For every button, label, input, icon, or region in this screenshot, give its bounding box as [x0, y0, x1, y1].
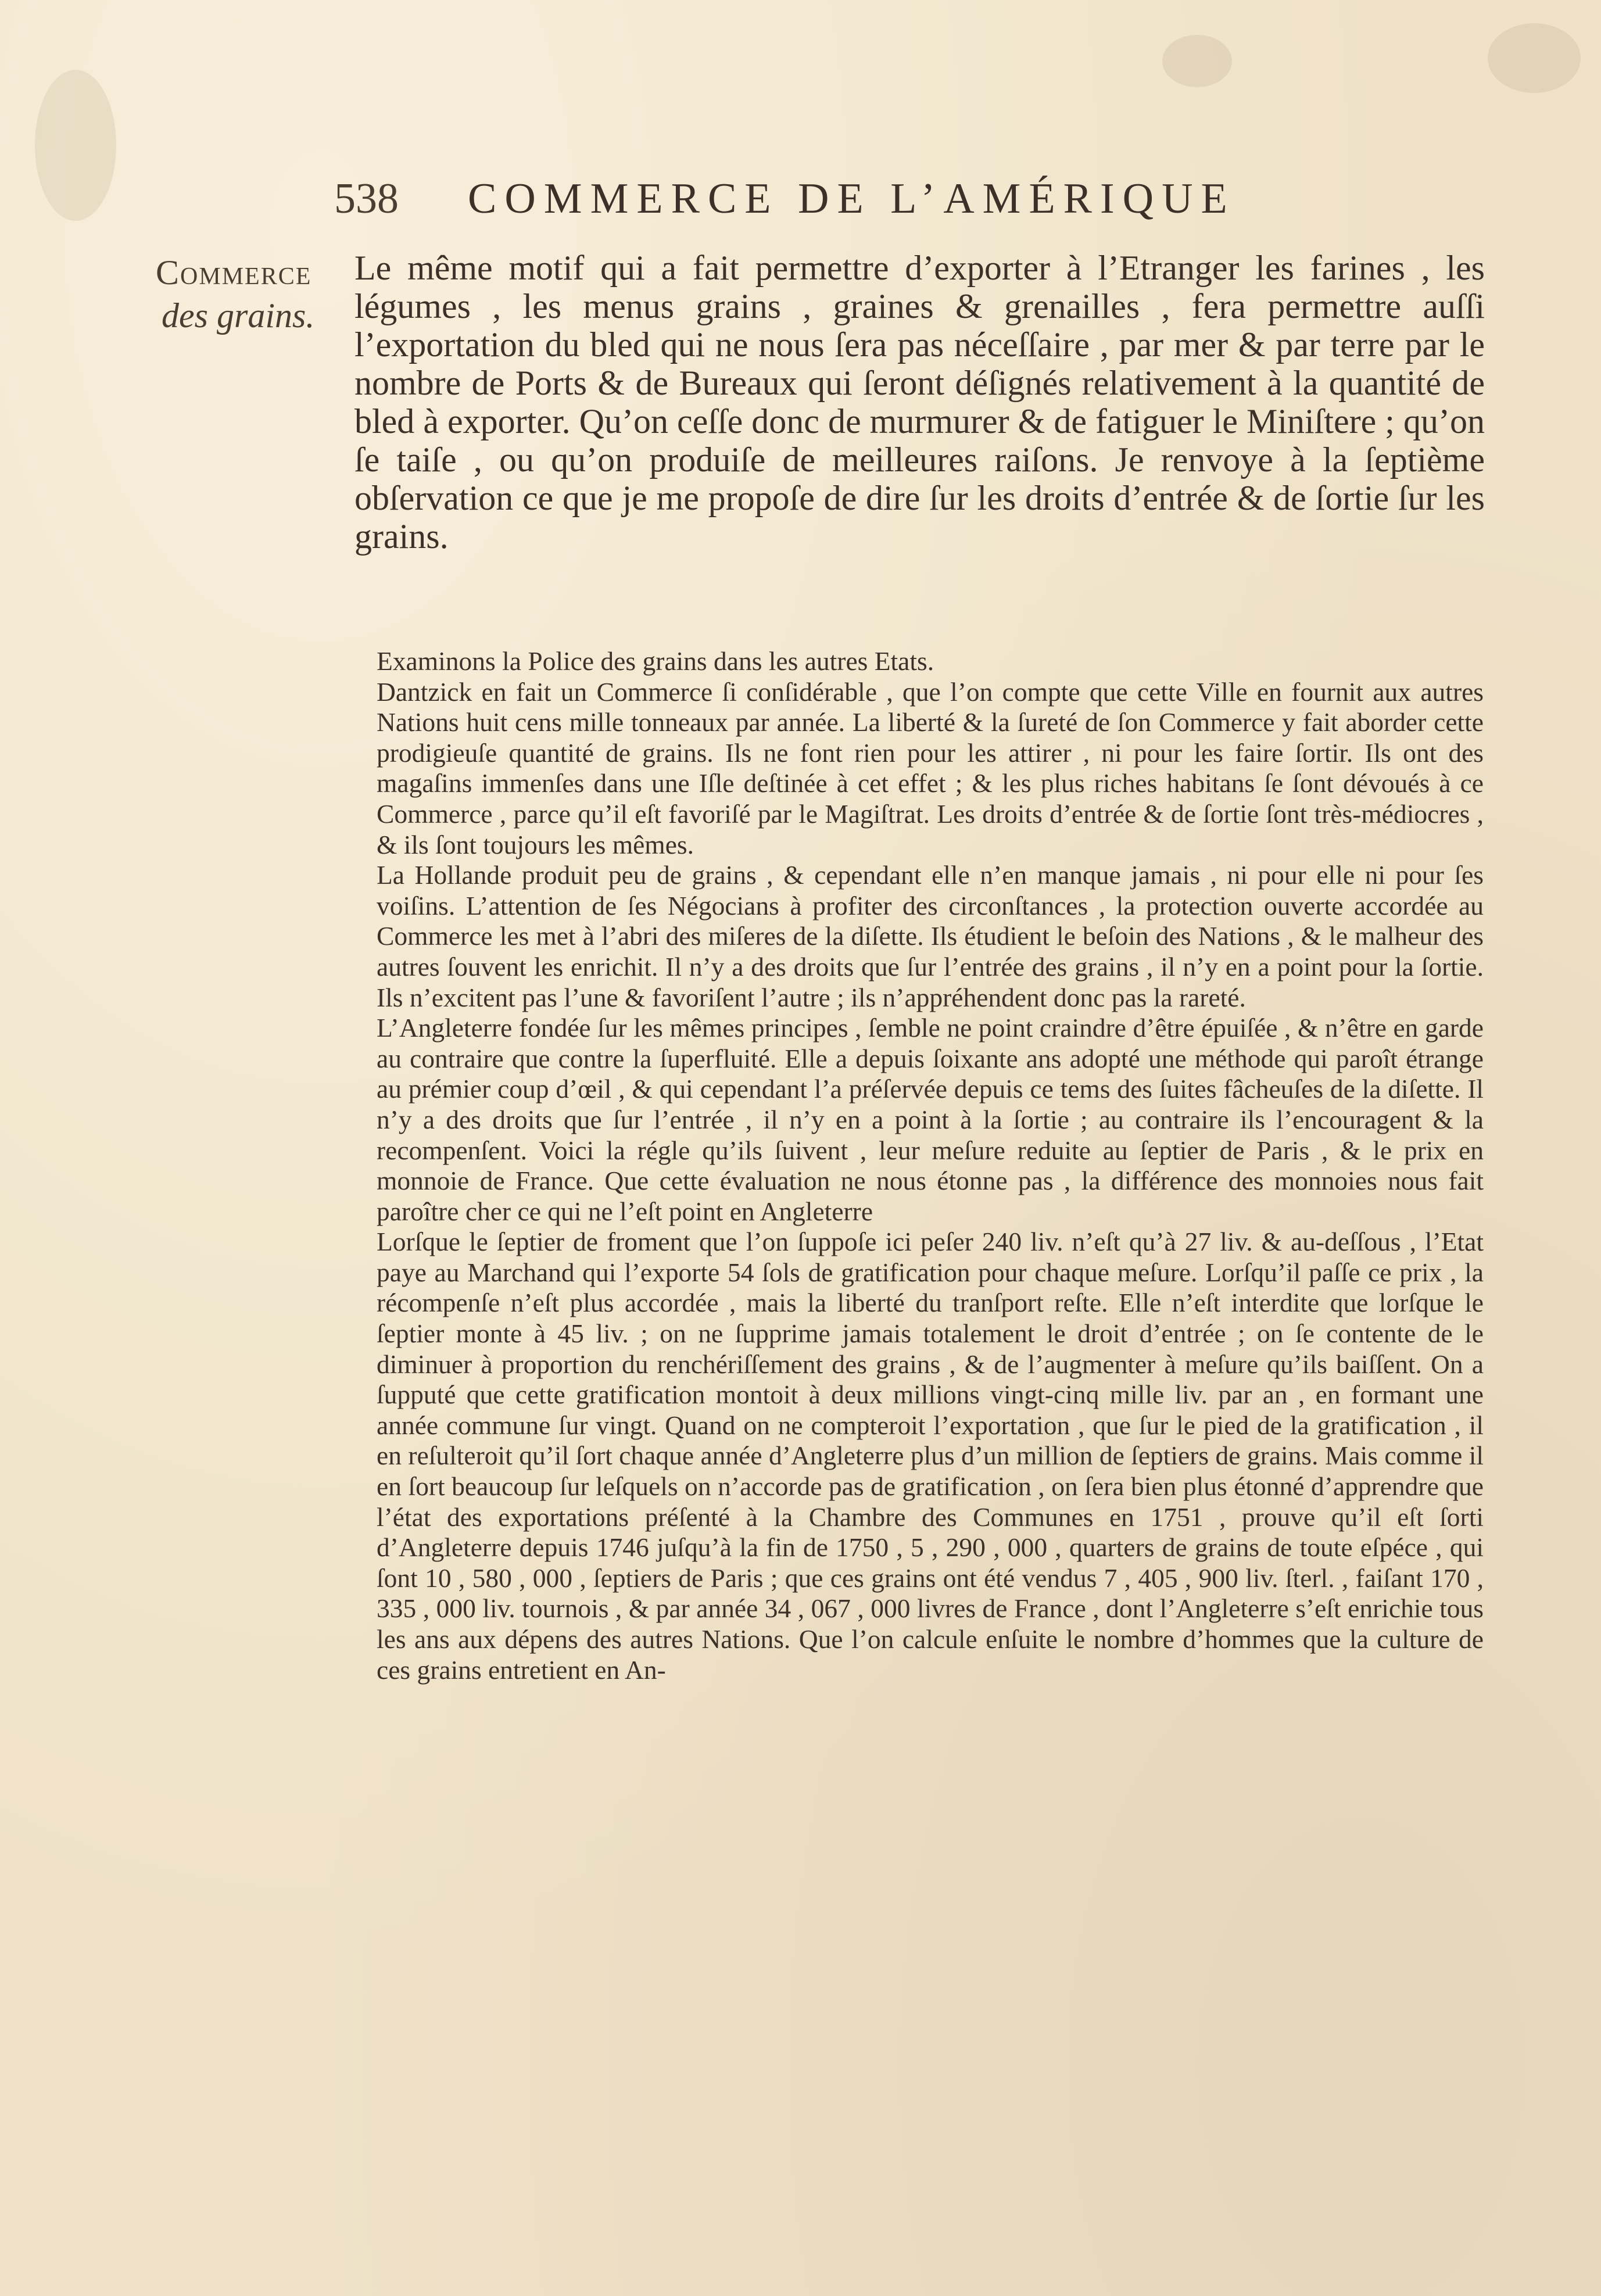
paper-stain [35, 70, 116, 221]
paper-stain [1162, 35, 1232, 87]
paragraph-dantzick: Dantzick en fait un Commerce ſi conſidérable , que l’on compte que cette Ville en fournit aux autres Nations huit cens mille tonneaux par année. La liberté & la ſureté de ſon Commerce y fait aborder cette prodigieuſe quantité de grains. Ils ne font rien pour les attirer , ni pour les faire ſortir. Ils ont des magaſins immenſes dans une Iſle deſtinée à cet effet ; & les plus riches habitans ſe ſont dévoués à ce Commerce , parce qu’il eſt favoriſé par le Magiſtrat. Les droits d’entrée & de ſortie ſont très-médiocres , & ils ſont toujours les mêmes. [377, 676, 1484, 859]
paragraph-hollande: La Hollande produit peu de grains , & cependant elle n’en manque jamais , ni pour elle ni pour ſes voiſins. L’attention de ſes Négocians à profiter des circonſtances , la protection ouverte accordée au Commerce les met à l’abri des miſeres de la diſette. Ils étudient le beſoin des Nations , & le malheur des autres ſouvent les enrichit. Il n’y a des droits que ſur l’entrée des grains , il n’y en a point pour la ſortie. Ils n’excitent pas l’une & favoriſent l’autre ; ils n’appréhendent donc pas la rareté. [377, 860, 1484, 1012]
main-paragraph: Le même motif qui a fait permettre d’exporter à l’Etranger les farines , les légumes , les menus grains , graines & grenailles , fera permettre auſſi l’exportation du bled qui ne nous ſera pas néceſſaire , par mer & par terre par le nombre de Ports & de Bureaux qui ſeront déſignés relativement à la quantité de bled à exporter. Qu’on ceſſe donc de murmurer & de fatiguer le Miniſtere ; qu’on ſe taiſe , ou qu’on produiſe de meilleures raiſons. Je renvoye à la ſeptième obſervation ce que je me propoſe de dire ſur les droits d’entrée & de ſortie ſur les grains. [354, 249, 1485, 556]
section-intro: Examinons la Police des grains dans les autres Etats. [377, 646, 934, 676]
grain-police-section [377, 646, 1484, 1685]
paragraph-angleterre: L’Angleterre fondée ſur les mêmes principes , ſemble ne point craindre d’être épuiſée , & n’être en garde au contraire que contre la ſuperfluité. Elle a depuis ſoixante ans adopté une méthode qui paroît étrange au prémier coup d’œil , & qui cependant l’a préſervée depuis ce tems des ſuites fâcheuſes de la diſette. Il n’y a des droits que ſur l’entrée , il n’y en a point à la ſortie ; au contraire ils l’encouragent & la recompenſent. Voici la régle qu’ils ſuivent , leur meſure reduite au ſeptier de Paris , & le prix en monnoie de France. Que cette évaluation ne nous étonne pas , la différence des monnoies nous fait paroître cher ce qui ne l’eſt point en Angleterre [377, 1013, 1484, 1226]
margin-note [156, 251, 330, 337]
running-title: COMMERCE DE L’AMÉRIQUE [468, 175, 1235, 223]
margin-note-line1: Commerce [156, 253, 312, 292]
margin-note-line2: des grains. [162, 296, 315, 335]
paper-stain [1488, 23, 1581, 93]
page-number: 538 [334, 175, 399, 223]
paragraph-septier: Lorſque le ſeptier de froment que l’on ſuppoſe ici peſer 240 liv. n’eſt qu’à 27 liv. & au-deſſous , l’Etat paye au Marchand qui l’exporte 54 ſols de gratification pour chaque meſure. Lorſqu’il paſſe ce prix , la récompenſe n’eſt plus accordée , mais la liberté du tranſport reſte. Elle n’eſt interdite que lorſque le ſeptier monte à 45 liv. ; on ne ſupprime jamais totalement le droit d’entrée ; on ſe contente de le diminuer à proportion du renchériſſement des grains , & de l’augmenter à meſure qu’ils baiſſent. On a ſupputé que cette gratification montoit à deux millions vingt-cinq mille liv. par an , en formant une année commune ſur vingt. Quand on ne compteroit l’exportation , que ſur le pied de la gratification , il en reſulteroit qu’il ſort chaque année d’Angleterre plus d’un million de ſeptiers de grains. Mais comme il en ſort beaucoup ſur leſquels on n’accorde pas de gratification , on ſera bien plus étonné d’apprendre que l’état des exportations préſenté à la Chambre des Communes en 1751 , prouve qu’il eſt ſorti d’Angleterre depuis 1746 juſqu’à la fin de 1750 , 5 , 290 , 000 , quarters de grains de toute eſpéce , qui ſont 10 , 580 , 000 , ſeptiers de Paris ; que ces grains ont été vendus 7 , 405 , 900 liv. ſterl. , faiſant 170 , 335 , 000 liv. tournois , & par année 34 , 067 , 000 livres de France , dont l’Angleterre s’eſt enrichie tous les ans aux dépens des autres Nations. Que l’on calcule enſuite le nombre d’hommes que la culture de ces grains entretient en An- [377, 1227, 1484, 1685]
page-header [334, 174, 1334, 238]
